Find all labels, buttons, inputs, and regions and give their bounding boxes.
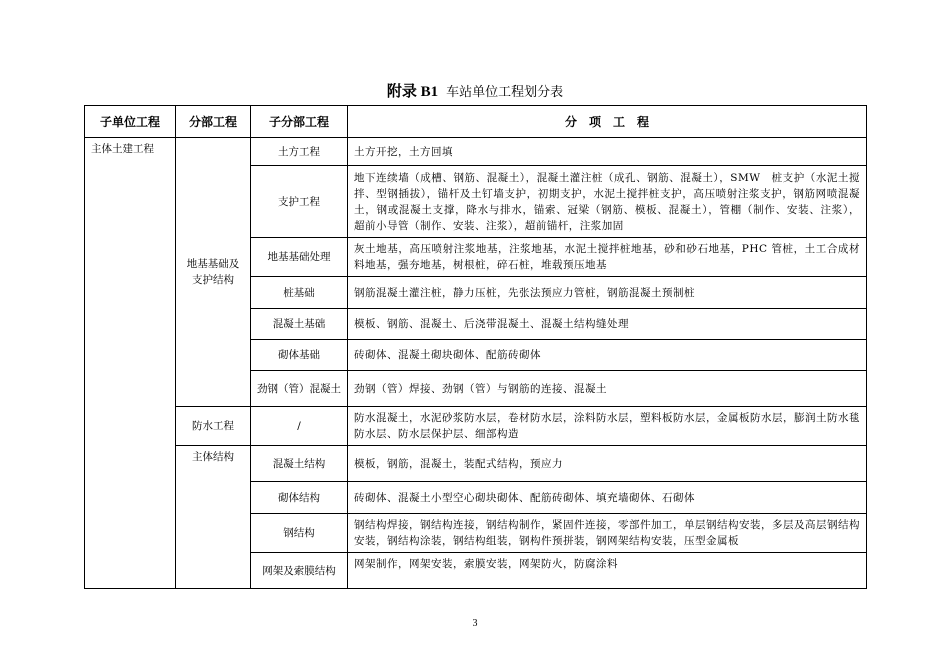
appendix-label: 附录 B1 <box>386 84 439 100</box>
header-division: 分部工程 <box>176 106 251 138</box>
subdivision-cell: 桩基础 <box>251 277 348 309</box>
header-items: 分 项 工 程 <box>348 106 867 138</box>
items-cell: 地下连续墙（成槽、钢筋、混凝土），混凝土灌注桩（成孔、钢筋、混凝土），SMW 桩支护（水泥土搅拌、型钢插拔），锚杆及土钉墙支护，初期支护，水泥土搅拌桩支护，高压喷射注浆支护，钢筋网喷混凝土，钢或混凝土支撑，降水与排水，锚索、冠梁（钢筋、模板、混凝土），管棚（制作、安装、注浆），超前小导管（制作、安装、注浆），超前锚杆，注浆加固 <box>348 166 867 238</box>
subdivision-cell: 网架及索膜结构 <box>251 553 348 589</box>
items-cell: 模板，钢筋，混凝土，装配式结构，预应力 <box>348 446 867 482</box>
items-cell: 土方开挖，土方回填 <box>348 138 867 166</box>
table-row <box>85 138 867 166</box>
items-cell: 劲钢（管）焊接、劲钢（管）与钢筋的连接、混凝土 <box>348 371 867 407</box>
subdivision-cell: 地基基础处理 <box>251 238 348 277</box>
subdivision-cell: 支护工程 <box>251 166 348 238</box>
items-cell: 钢结构焊接，钢结构连接，钢结构制作，紧固件连接，零部件加工，单层钢结构安装，多层及高层钢结构安装，钢结构涂装，钢结构组装，钢构件预拼装，钢网架结构安装，压型金属板 <box>348 514 867 553</box>
subdivision-cell: / <box>251 407 348 446</box>
unit-cell: 主体土建工程 <box>85 138 176 589</box>
division-table <box>84 105 867 589</box>
table-row <box>85 446 867 482</box>
table-caption: 车站单位工程划分表 <box>446 85 564 100</box>
subdivision-cell: 砌体结构 <box>251 482 348 514</box>
subdivision-cell: 钢结构 <box>251 514 348 553</box>
items-cell: 防水混凝土，水泥砂浆防水层，卷材防水层，涂料防水层，塑料板防水层，金属板防水层，膨润土防水毯防水层、防水层保护层、细部构造 <box>348 407 867 446</box>
subdivision-cell: 混凝土结构 <box>251 446 348 482</box>
header-unit: 子单位工程 <box>85 106 176 138</box>
subdivision-cell: 砌体基础 <box>251 340 348 371</box>
division-cell: 地基基础及支护结构 <box>176 138 251 407</box>
table-row <box>85 407 867 446</box>
items-cell: 砖砌体、混凝土小型空心砌块砌体、配筋砖砌体、填充墙砌体、石砌体 <box>348 482 867 514</box>
header-subdivision: 子分部工程 <box>251 106 348 138</box>
page-title <box>0 80 950 101</box>
items-cell: 砖砌体、混凝土砌块砌体、配筋砖砌体 <box>348 340 867 371</box>
subdivision-cell: 土方工程 <box>251 138 348 166</box>
header-row <box>85 106 867 138</box>
division-cell: 防水工程 <box>176 407 251 446</box>
items-cell: 模板、钢筋、混凝土、后浇带混凝土、混凝土结构缝处理 <box>348 309 867 340</box>
subdivision-cell: 劲钢（管）混凝土 <box>251 371 348 407</box>
items-cell: 网架制作，网架安装，索膜安装，网架防火，防腐涂料 <box>348 553 867 589</box>
page-number: 3 <box>472 618 478 629</box>
subdivision-cell: 混凝土基础 <box>251 309 348 340</box>
items-cell: 钢筋混凝土灌注桩，静力压桩，先张法预应力管桩，钢筋混凝土预制桩 <box>348 277 867 309</box>
division-cell: 主体结构 <box>176 446 251 589</box>
items-cell: 灰土地基，高压喷射注浆地基，注浆地基，水泥土搅拌桩地基，砂和砂石地基，PHC 管桩，土工合成材料地基，强夯地基，树根桩，碎石桩，堆载预压地基 <box>348 238 867 277</box>
